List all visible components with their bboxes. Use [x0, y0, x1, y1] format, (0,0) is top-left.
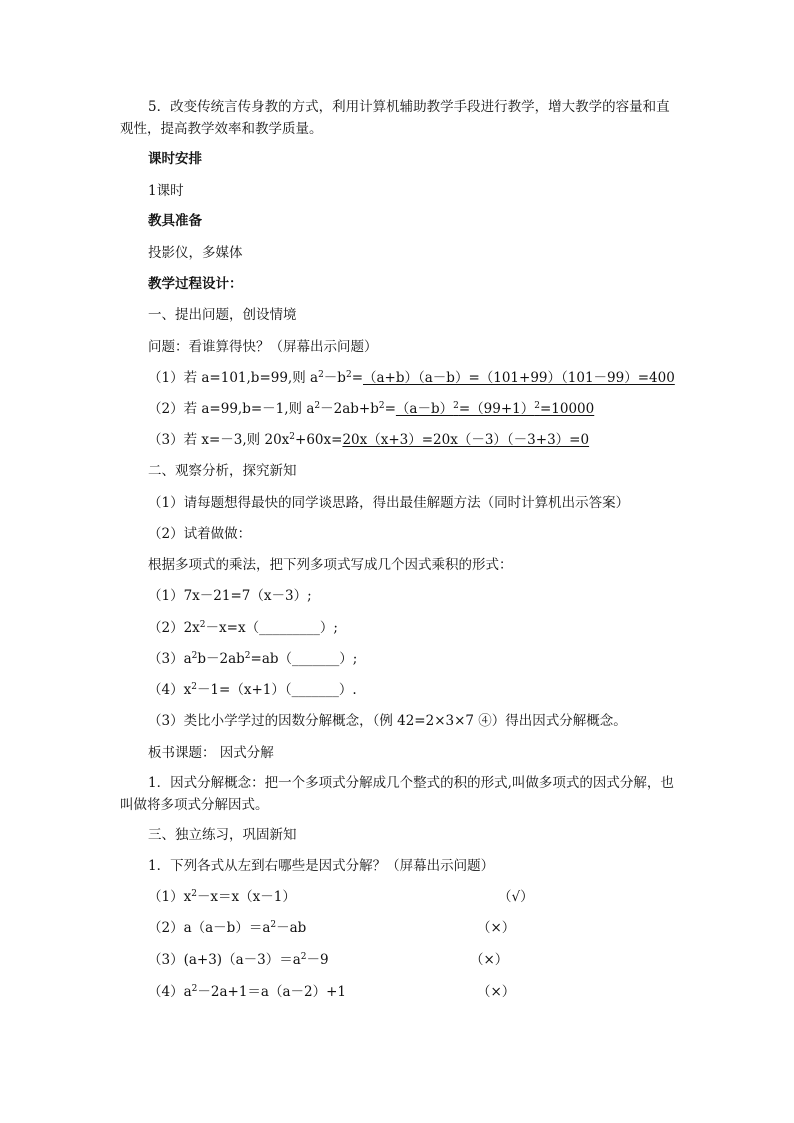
- answer-2: $(a-b)^2=(99+1)^2=10000$: [395, 401, 595, 417]
- practice-mark-3: （×）: [470, 952, 509, 968]
- question-2: （2）若 a=99,b=－1,则 $a^2-2ab+b^2=(a-b)^2=(99+1)^2=10000$: [148, 401, 595, 417]
- board-title: 板书课题： 因式分解: [148, 745, 274, 761]
- practice-mark-4: （×）: [477, 984, 516, 1000]
- question-3: （3）若 x=－3,则 $20x^2+60x=20x(x+3)=20x(-3)(-3+3)=0$: [148, 432, 590, 448]
- exercise-1: （1）7x－21=7（x－3）;: [148, 588, 312, 604]
- exercise-4: $(4)x^2-1=(x+1)(\_\_\_\_\_\_\_)$.: [148, 682, 357, 698]
- practice-item-2: $(2)a(a-b)=a^2-ab$: [148, 920, 307, 936]
- answer-1: （a+b）（a－b）=（101+99）（101－99）=400: [363, 370, 675, 386]
- practice-item-4: $(4)a^2-2a+1=a(a-2)+1$: [148, 984, 347, 1000]
- section2-p3: 根据多项式的乘法，把下列多项式写成几个因式乘积的形式：: [148, 557, 513, 573]
- schedule-value: 1课时: [148, 183, 184, 199]
- section1-question: 问题：看谁算得快？（屏幕出示问题）: [148, 339, 378, 355]
- tools-value: 投影仪，多媒体: [148, 245, 243, 261]
- section2-p1: （1）请每题想得最快的同学谈思路，得出最佳解题方法（同时计算机出示答案）: [148, 495, 630, 511]
- practice-item-1: $(1)x^2-x=x(x-1)$: [148, 889, 296, 905]
- schedule-heading: 课时安排: [148, 151, 202, 167]
- answer-3: 20x（x+3）=20x（－3）（－3+3）=0: [342, 432, 590, 448]
- section2-title: 二、观察分析，探究新知: [148, 463, 297, 479]
- intro-item-5: 5．改变传统言传身教的方式，利用计算机辅助教学手段进行教学，增大教学的容量和直观性，提高教学效率和教学质量。: [120, 99, 670, 137]
- definition: 1．因式分解概念：把一个多项式分解成几个整式的积的形式,叫做多项式的因式分解，也叫做将多项式分解因式。: [120, 775, 674, 813]
- exercise-3: $(3)a^2b-2ab^2=ab(\_\_\_\_\_\_\_)$;: [148, 651, 358, 667]
- section2-p4: （3）类比小学学过的因数分解概念，（例 42=2×3×7 ④）得出因式分解概念。: [148, 713, 627, 729]
- practice-mark-2: （×）: [477, 920, 516, 936]
- section1-title: 一、提出问题，创设情境: [148, 307, 297, 323]
- practice-item-3: $(3)(a+3)(a-3)=a^2-9$: [148, 952, 329, 968]
- tools-heading: 教具准备: [148, 213, 202, 229]
- section2-p2: （2）试着做做：: [148, 526, 252, 542]
- section3-title: 三、独立练习，巩固新知: [148, 827, 297, 843]
- process-heading: 教学过程设计：: [148, 276, 243, 292]
- practice-mark-1: （√）: [498, 889, 534, 905]
- question-1: （1）若 a=101,b=99,则 $a^2-b^2=(a+b)(a-b)=(101+99)(101-99)=400$: [148, 370, 675, 386]
- exercise-2: $(2)2x^2-x=x(\_\_\_\_\_\_\_\_\_)$;: [148, 620, 338, 636]
- section3-question: 1．下列各式从左到右哪些是因式分解？（屏幕出示问题）: [148, 858, 495, 874]
